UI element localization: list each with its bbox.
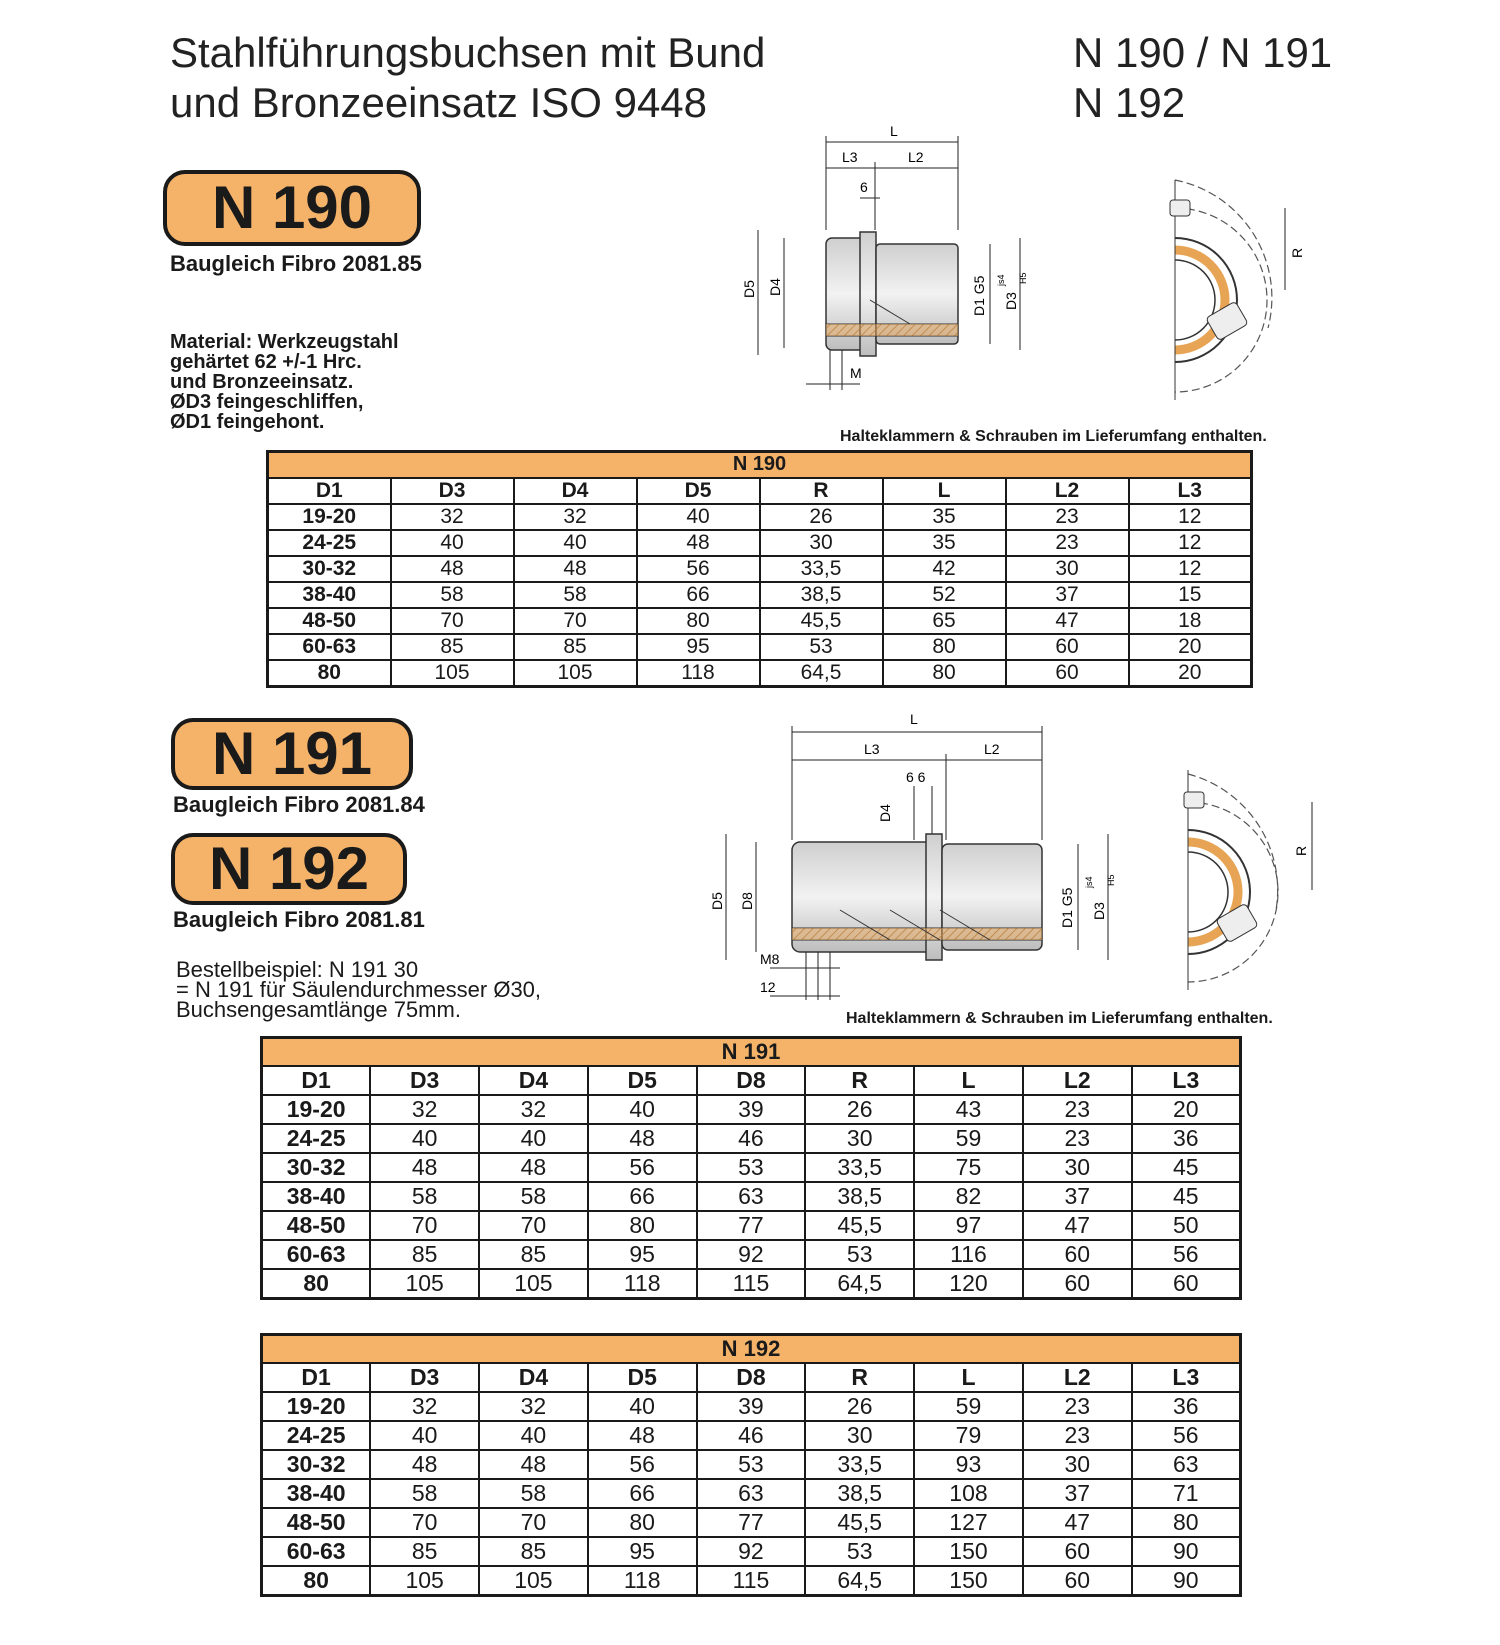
column-header-d1: D1 [268,478,391,504]
table-cell: 45 [1132,1182,1241,1211]
table-cell: 60-63 [262,1240,371,1269]
column-header-d8: D8 [697,1066,806,1095]
table-cell: 23 [1023,1095,1132,1124]
table-cell: 95 [588,1537,697,1566]
table-cell: 80 [883,634,1006,660]
table-cell: 53 [805,1240,914,1269]
table-cell: 38,5 [805,1479,914,1508]
table-cell: 60 [1006,660,1129,687]
table-cell: 24-25 [262,1421,371,1450]
table-cell: 58 [479,1479,588,1508]
column-header-l3: L3 [1132,1363,1241,1392]
table-cell: 118 [588,1566,697,1596]
dim-L3-label: L3 [842,149,858,165]
material-line: ØD3 feingeschliffen, [170,391,364,413]
table-cell: 30 [805,1421,914,1450]
table-cell: 48 [514,556,637,582]
table-cell: 38-40 [268,582,391,608]
dim-R-label: R [1289,247,1305,258]
table-cell: 37 [1023,1182,1132,1211]
table-cell: 40 [370,1421,479,1450]
table-cell: 105 [370,1269,479,1299]
table-cell: 47 [1023,1211,1132,1240]
column-header-d4: D4 [514,478,637,504]
table-cell: 52 [883,582,1006,608]
table-cell: 23 [1006,530,1129,556]
table-row [262,1479,1241,1508]
tol-H5: H5 [1106,874,1116,886]
table-cell: 60 [1132,1269,1241,1299]
dim-D1-label: D1 G5 [1059,887,1075,928]
table-cell: 12 [1129,530,1252,556]
column-header-d4: D4 [479,1363,588,1392]
table-cell: 12 [1129,504,1252,530]
table-cell: 30 [805,1124,914,1153]
table-cell: 58 [370,1182,479,1211]
table-row [268,530,1252,556]
table-cell: 58 [370,1479,479,1508]
code-line-1: N 190 / N 191 [1073,29,1333,76]
n190-equivalent: Baugleich Fibro 2081.85 [170,251,422,276]
table-cell: 60 [1023,1240,1132,1269]
table-cell: 95 [637,634,760,660]
table-cell: 32 [391,504,514,530]
table-cell: 59 [914,1392,1023,1421]
table-title: N 190 [268,452,1252,478]
table-cell: 33,5 [805,1450,914,1479]
table-cell: 85 [370,1240,479,1269]
table-cell: 80 [637,608,760,634]
order-line: Bestellbeispiel: N 191 30 [176,957,419,982]
table-cell: 150 [914,1566,1023,1596]
table-cell: 32 [370,1392,479,1421]
table-cell: 127 [914,1508,1023,1537]
column-header-d3: D3 [370,1066,479,1095]
table-cell: 105 [514,660,637,687]
column-header-d5: D5 [588,1066,697,1095]
table-cell: 38,5 [760,582,883,608]
n190-note: Halteklammern & Schrauben im Lieferumfang enthalten. [840,428,1267,445]
dim-L2-label: L2 [984,741,1000,757]
table-row [262,1421,1241,1450]
table-cell: 40 [479,1421,588,1450]
table-cell: 47 [1023,1508,1132,1537]
table-row [268,582,1252,608]
table-cell: 115 [697,1566,806,1596]
table-cell: 48 [370,1450,479,1479]
table-cell: 30 [1023,1450,1132,1479]
table-row [262,1537,1241,1566]
table-cell: 43 [914,1095,1023,1124]
table-cell: 60 [1023,1566,1132,1596]
table-cell: 150 [914,1537,1023,1566]
table-row [262,1153,1241,1182]
tol-js4: js4 [996,274,1006,286]
table-cell: 80 [262,1269,371,1299]
table-cell: 53 [697,1450,806,1479]
material-line: und Bronzeeinsatz. [170,371,354,393]
table-cell: 38-40 [262,1182,371,1211]
product-codes [1073,28,1332,128]
table-cell: 75 [914,1153,1023,1182]
table-cell: 120 [914,1269,1023,1299]
dim-D4-label: D4 [877,804,893,822]
table-cell: 80 [262,1566,371,1596]
n191-end-view [1184,770,1312,990]
table-cell: 80 [883,660,1006,687]
column-header-d3: D3 [391,478,514,504]
table-cell: 32 [514,504,637,530]
table-cell: 108 [914,1479,1023,1508]
table-cell: 66 [588,1479,697,1508]
table-cell: 48 [637,530,760,556]
table-title: N 191 [262,1038,1241,1067]
table-cell: 19-20 [262,1392,371,1421]
table-cell: 71 [1132,1479,1241,1508]
table-cell: 30-32 [262,1450,371,1479]
n191-equivalent: Baugleich Fibro 2081.84 [173,792,425,817]
table-cell: 85 [514,634,637,660]
tol-js4: js4 [1084,876,1094,888]
table-cell: 30 [760,530,883,556]
table-cell: 23 [1023,1392,1132,1421]
dim-R-label: R [1293,845,1309,856]
table-cell: 118 [637,660,760,687]
table-cell: 45,5 [805,1508,914,1537]
table-row [262,1508,1241,1537]
table-cell: 32 [479,1095,588,1124]
n191-badge: N 191 [171,718,413,790]
tol-H5: H5 [1018,272,1028,284]
n191-technical-drawing [700,710,1340,1030]
table-cell: 63 [697,1479,806,1508]
column-header-d8: D8 [697,1363,806,1392]
table-cell: 63 [1132,1450,1241,1479]
dim-L3-label: L3 [864,741,880,757]
dim-D8-label: D8 [739,892,755,910]
dim-D5-label: D5 [741,280,757,298]
order-line: = N 191 für Säulendurchmesser Ø30, [176,977,542,1002]
table-cell: 26 [805,1392,914,1421]
table-row [262,1095,1241,1124]
table-cell: 20 [1129,634,1252,660]
column-header-l2: L2 [1023,1363,1132,1392]
column-header-d1: D1 [262,1363,371,1392]
dim-M-label: M [850,365,862,381]
table-cell: 105 [391,660,514,687]
table-cell: 46 [697,1124,806,1153]
table-cell: 19-20 [262,1095,371,1124]
dim-6-label: 6 [860,179,868,195]
table-cell: 85 [479,1537,588,1566]
table-cell: 85 [370,1537,479,1566]
table-cell: 53 [760,634,883,660]
table-cell: 65 [883,608,1006,634]
table-row [268,660,1252,687]
column-header-d1: D1 [262,1066,371,1095]
table-cell: 64,5 [805,1269,914,1299]
table-cell: 37 [1006,582,1129,608]
table-cell: 38-40 [262,1479,371,1508]
table-row [262,1566,1241,1596]
table-cell: 45,5 [805,1211,914,1240]
table-cell: 30 [1023,1153,1132,1182]
table-cell: 50 [1132,1211,1241,1240]
table-cell: 85 [479,1240,588,1269]
code-line-2: N 192 [1073,79,1186,126]
dim-D3-label: D3 [1003,292,1019,310]
table-cell: 105 [479,1269,588,1299]
table-cell: 97 [914,1211,1023,1240]
table-row [268,504,1252,530]
n190-material [170,332,399,432]
table-cell: 35 [883,504,1006,530]
table-cell: 105 [370,1566,479,1596]
table-cell: 56 [588,1153,697,1182]
dim-L-label: L [890,123,898,139]
table-cell: 48-50 [262,1211,371,1240]
table-cell: 48-50 [262,1508,371,1537]
column-header-r: R [805,1363,914,1392]
dim-L-label: L [910,711,918,727]
table-cell: 80 [1132,1508,1241,1537]
table-cell: 39 [697,1095,806,1124]
table-cell: 40 [637,504,760,530]
table-row [262,1124,1241,1153]
table-row [262,1182,1241,1211]
table-cell: 66 [588,1182,697,1211]
table-cell: 32 [479,1392,588,1421]
column-header-l3: L3 [1132,1066,1241,1095]
table-cell: 33,5 [760,556,883,582]
table-cell: 40 [514,530,637,556]
table-cell: 60 [1023,1269,1132,1299]
table-cell: 64,5 [805,1566,914,1596]
table-cell: 40 [588,1095,697,1124]
table-cell: 85 [391,634,514,660]
table-cell: 118 [588,1269,697,1299]
table-cell: 37 [1023,1479,1132,1508]
material-line: ØD1 feingehont. [170,411,325,433]
table-cell: 95 [588,1240,697,1269]
table-cell: 48 [588,1421,697,1450]
column-header-d5: D5 [588,1363,697,1392]
table-cell: 26 [760,504,883,530]
dim-12-label: 12 [760,979,776,995]
table-cell: 48 [391,556,514,582]
table-row [262,1211,1241,1240]
table-cell: 48 [479,1450,588,1479]
n192-badge: N 192 [171,833,407,905]
table-row [268,556,1252,582]
dim-D5-label: D5 [709,892,725,910]
table-row [268,608,1252,634]
table-cell: 66 [637,582,760,608]
page-title [170,28,765,128]
table-cell: 60 [1006,634,1129,660]
dim-M8-label: M8 [760,951,780,967]
table-cell: 70 [514,608,637,634]
table-cell: 53 [697,1153,806,1182]
table-cell: 36 [1132,1392,1241,1421]
material-line: Material: Werkzeugstahl [170,331,399,353]
table-cell: 70 [479,1508,588,1537]
table-cell: 48 [370,1153,479,1182]
table-cell: 80 [268,660,391,687]
table-cell: 82 [914,1182,1023,1211]
table-cell: 92 [697,1537,806,1566]
table-cell: 64,5 [760,660,883,687]
table-cell: 38,5 [805,1182,914,1211]
table-cell: 19-20 [268,504,391,530]
column-header-l: L [883,478,1006,504]
table-cell: 58 [479,1182,588,1211]
dim-D3-label: D3 [1091,902,1107,920]
table-cell: 80 [588,1508,697,1537]
table-cell: 23 [1023,1124,1132,1153]
table-cell: 20 [1132,1095,1241,1124]
table-row [262,1450,1241,1479]
column-header-d5: D5 [637,478,760,504]
table-cell: 116 [914,1240,1023,1269]
n190-badge: N 190 [163,170,421,246]
order-example [176,957,542,1022]
table-cell: 35 [883,530,1006,556]
table-cell: 56 [1132,1240,1241,1269]
table-cell: 46 [697,1421,806,1450]
table-cell: 70 [370,1508,479,1537]
table-cell: 42 [883,556,1006,582]
table-cell: 60-63 [268,634,391,660]
table-cell: 47 [1006,608,1129,634]
table-cell: 48-50 [268,608,391,634]
column-header-r: R [760,478,883,504]
table-cell: 40 [588,1392,697,1421]
table-cell: 30-32 [268,556,391,582]
table-cell: 33,5 [805,1153,914,1182]
table-cell: 40 [370,1124,479,1153]
table-cell: 24-25 [262,1124,371,1153]
dim-L2-label: L2 [908,149,924,165]
table-row [262,1269,1241,1299]
n190-end-view [1170,180,1305,400]
dim-D1-label: D1 G5 [971,275,987,316]
title-line-2: und Bronzeeinsatz ISO 9448 [170,79,708,126]
table-cell: 23 [1023,1421,1132,1450]
table-cell: 45,5 [760,608,883,634]
material-line: gehärtet 62 +/-1 Hrc. [170,351,362,373]
column-header-d3: D3 [370,1363,479,1392]
n190-technical-drawing [720,120,1340,450]
column-header-l3: L3 [1129,478,1252,504]
table-cell: 90 [1132,1566,1241,1596]
column-header-r: R [805,1066,914,1095]
table-cell: 79 [914,1421,1023,1450]
table-cell: 93 [914,1450,1023,1479]
table-row [262,1240,1241,1269]
table-cell: 26 [805,1095,914,1124]
table-title: N 192 [262,1335,1241,1364]
dim-D4-label: D4 [767,278,783,296]
table-cell: 115 [697,1269,806,1299]
table-cell: 40 [391,530,514,556]
table-cell: 36 [1132,1124,1241,1153]
table-cell: 30-32 [262,1153,371,1182]
n190-table [266,450,1253,688]
order-line: Buchsengesamtlänge 75mm. [176,997,461,1022]
table-cell: 59 [914,1124,1023,1153]
table-cell: 70 [370,1211,479,1240]
n192-table [260,1333,1242,1597]
table-cell: 12 [1129,556,1252,582]
table-cell: 48 [479,1153,588,1182]
table-row [262,1392,1241,1421]
table-cell: 15 [1129,582,1252,608]
n191-table [260,1036,1242,1300]
title-line-1: Stahlführungsbuchsen mit Bund [170,29,766,76]
table-cell: 45 [1132,1153,1241,1182]
table-cell: 58 [514,582,637,608]
dim-6-6-label: 6 6 [906,769,926,785]
table-cell: 40 [479,1124,588,1153]
table-cell: 60-63 [262,1537,371,1566]
table-cell: 80 [588,1211,697,1240]
table-cell: 39 [697,1392,806,1421]
table-cell: 77 [697,1508,806,1537]
table-cell: 77 [697,1211,806,1240]
table-cell: 23 [1006,504,1129,530]
table-cell: 63 [697,1182,806,1211]
column-header-d4: D4 [479,1066,588,1095]
table-cell: 24-25 [268,530,391,556]
table-cell: 92 [697,1240,806,1269]
column-header-l2: L2 [1006,478,1129,504]
table-cell: 56 [588,1450,697,1479]
column-header-l: L [914,1363,1023,1392]
column-header-l: L [914,1066,1023,1095]
column-header-l2: L2 [1023,1066,1132,1095]
table-cell: 32 [370,1095,479,1124]
n192-equivalent: Baugleich Fibro 2081.81 [173,907,425,932]
table-cell: 20 [1129,660,1252,687]
table-cell: 48 [588,1124,697,1153]
table-cell: 70 [391,608,514,634]
table-cell: 58 [391,582,514,608]
table-cell: 60 [1023,1537,1132,1566]
table-cell: 90 [1132,1537,1241,1566]
table-cell: 70 [479,1211,588,1240]
table-cell: 30 [1006,556,1129,582]
table-cell: 56 [637,556,760,582]
table-row [268,634,1252,660]
n192-note: Halteklammern & Schrauben im Lieferumfang enthalten. [846,1010,1273,1027]
table-cell: 56 [1132,1421,1241,1450]
table-cell: 53 [805,1537,914,1566]
table-cell: 18 [1129,608,1252,634]
table-cell: 105 [479,1566,588,1596]
